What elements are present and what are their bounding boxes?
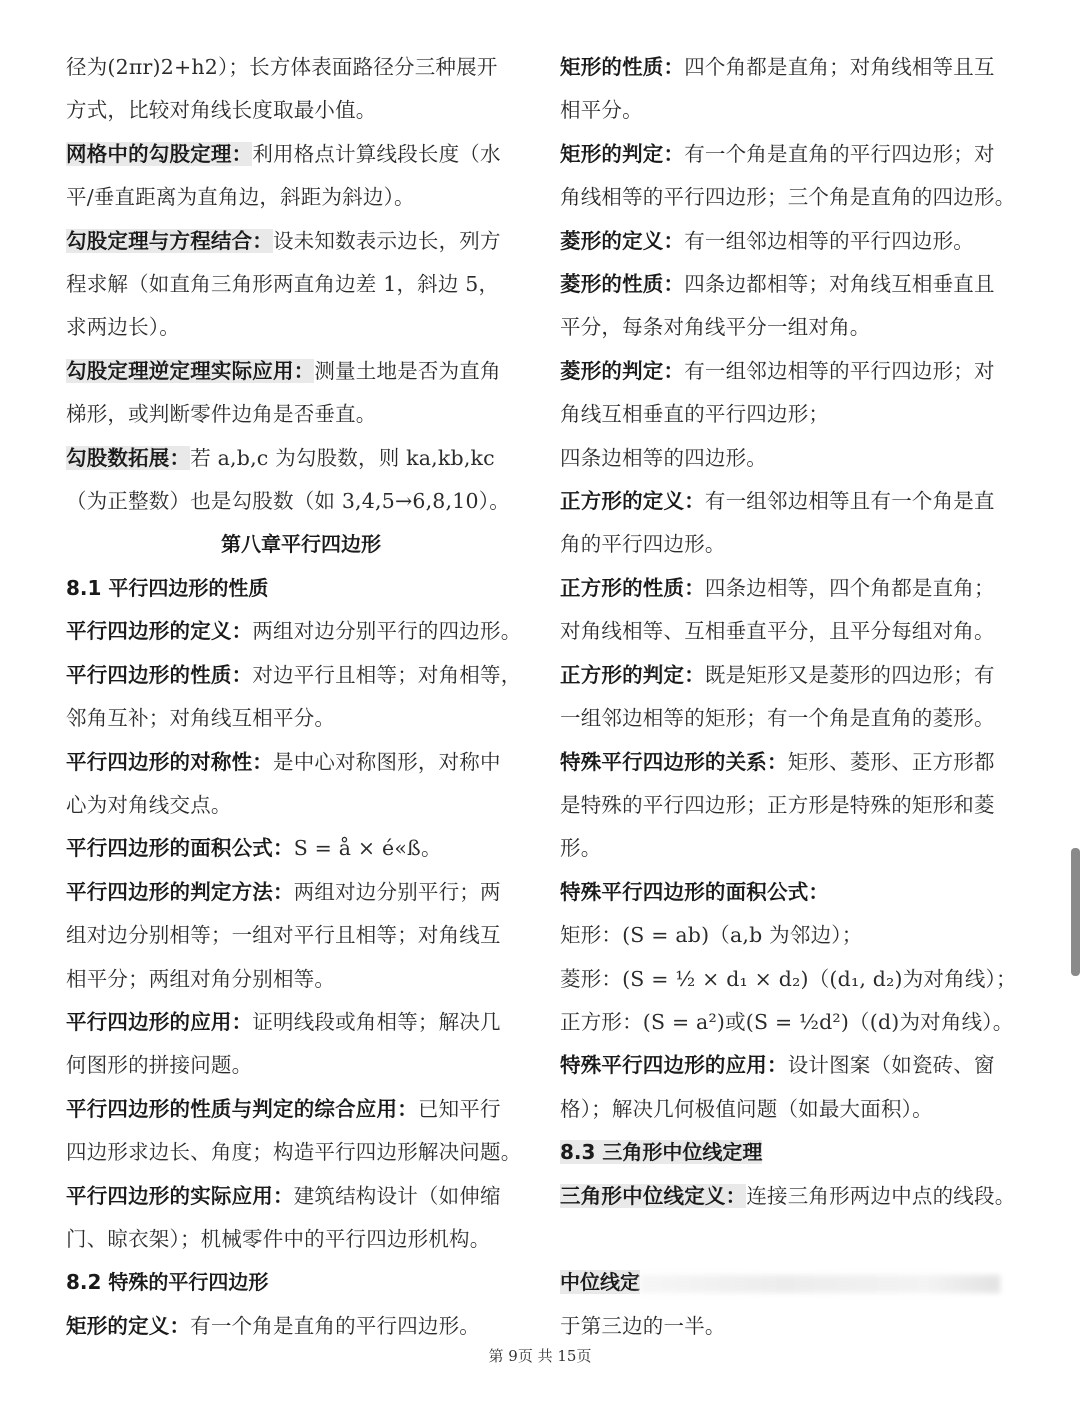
term-label: 三角形中位线定义：: [560, 1183, 747, 1208]
heading-text: 8.2 特殊的平行四边形: [66, 1270, 269, 1295]
term-label: 特殊平行四边形的应用：: [560, 1053, 788, 1078]
body-text: 证明线段或角相等；解决几: [252, 1009, 501, 1034]
definition-line: [560, 567, 1036, 610]
definition-line: [560, 871, 1036, 914]
text-line: [560, 958, 1036, 1001]
text-line: [66, 263, 536, 306]
body-text: 门、晾衣架）；机械零件中的平行四边形机构。: [66, 1226, 491, 1251]
term-label: 平行四边形的性质：: [66, 662, 253, 687]
text-line: [560, 89, 1036, 132]
term-label: 平行四边形的定义：: [66, 619, 253, 644]
text-line: [560, 914, 1036, 957]
body-text: 梯形，或判断零件边角是否垂直。: [66, 402, 377, 427]
text-line: [560, 176, 1036, 219]
definition-line: [560, 263, 1036, 306]
text-line: [560, 523, 1036, 566]
body-text: 有一组邻边相等且有一个角是直: [704, 489, 995, 514]
text-line: [560, 437, 1036, 480]
text-line: [560, 1088, 1036, 1131]
heading-text: 第八章平行四边形: [221, 532, 381, 557]
body-text: 形。: [560, 836, 602, 861]
page-number: 第 9页 共 15页: [488, 1347, 592, 1365]
body-text: S = å × é«ß。: [293, 836, 442, 861]
body-text: 矩形：(S = ab)（a,b 为邻边）；: [560, 923, 863, 948]
term-label: 平行四边形的性质与判定的综合应用：: [66, 1096, 418, 1121]
body-text: 格）；解决几何极值问题（如最大面积）。: [560, 1096, 933, 1121]
body-text: 程求解（如直角三角形两直角边差 1，斜边 5，: [66, 272, 500, 297]
definition-line: [66, 1175, 536, 1218]
term-label: 矩形的性质：: [560, 55, 685, 79]
term-label: 勾股数拓展：: [66, 445, 191, 470]
text-line: [560, 393, 1036, 436]
body-text: 两组对边分别平行；两: [293, 879, 501, 904]
body-text: 设计图案（如瓷砖、窗: [787, 1053, 995, 1078]
definition-line: [66, 1305, 536, 1348]
body-text: 矩形、菱形、正方形都: [787, 749, 995, 774]
body-text: 角线互相垂直的平行四边形；: [560, 402, 830, 427]
term-label: 勾股定理与方程结合：: [66, 228, 273, 253]
body-text: 四条边都相等；对角线互相垂直且: [684, 272, 995, 297]
text-line: [66, 1044, 536, 1087]
body-text: 既是矩形又是菱形的四边形；有: [704, 662, 995, 687]
body-text: 四条边相等，四个角都是直角；: [704, 575, 995, 600]
blank-line: [560, 1218, 1036, 1261]
text-line: [560, 697, 1036, 740]
blurred-text: [640, 1275, 1000, 1293]
body-text: 有一组邻边相等的平行四边形；对: [684, 358, 995, 383]
body-text: 平/垂直距离为直角边，斜距为斜边）。: [66, 185, 415, 210]
term-label: 菱形的判定：: [560, 358, 685, 383]
term-label: 勾股定理逆定理实际应用：: [66, 358, 315, 383]
body-text: 建筑结构设计（如伸缩: [293, 1183, 501, 1208]
body-text: 邻角互补；对角线互相平分。: [66, 706, 336, 731]
body-text: 角线相等的平行四边形；三个角是直角的四边形。: [560, 185, 1016, 210]
definition-line: [66, 610, 536, 653]
scrollbar-thumb[interactable]: [1071, 848, 1080, 976]
body-text: 正方形：(S = a²)或(S = ½d²)（(d)为对角线）。: [560, 1009, 1014, 1034]
term-label: 正方形的定义：: [560, 489, 705, 514]
definition-line: [66, 437, 536, 480]
definition-line: [560, 350, 1036, 393]
term-label: 菱形的定义：: [560, 228, 685, 253]
heading-text: 8.1 平行四边形的性质: [66, 575, 269, 600]
text-line: [66, 306, 536, 349]
definition-line: [560, 133, 1036, 176]
body-text: 一组邻边相等的矩形；有一个角是直角的菱形。: [560, 706, 995, 731]
body-text: 何图形的拼接问题。: [66, 1053, 253, 1078]
term-label: 矩形的判定：: [560, 141, 685, 166]
body-text: 四边形求边长、角度；构造平行四边形解决问题。: [66, 1140, 522, 1165]
definition-line: [66, 133, 536, 176]
text-line: [560, 1305, 1036, 1348]
term-label: 特殊平行四边形的关系：: [560, 749, 788, 774]
body-text: 有一个角是直角的平行四边形；对: [684, 141, 995, 166]
text-line: [560, 1001, 1036, 1044]
definition-line: [66, 1001, 536, 1044]
section-heading: [66, 1261, 536, 1304]
section-heading: [560, 1261, 1036, 1304]
body-text: （为正整数）也是勾股数（如 3,4,5→6,8,10）。: [66, 489, 510, 514]
definition-line: [66, 871, 536, 914]
body-text: 平分，每条对角线平分一组对角。: [560, 315, 871, 340]
text-line: [66, 1218, 536, 1261]
text-line: [66, 784, 536, 827]
term-label: 平行四边形的判定方法：: [66, 879, 294, 904]
body-text: 四个角都是直角；对角线相等且互: [684, 55, 995, 79]
definition-line: [66, 741, 536, 784]
term-label: 正方形的性质：: [560, 575, 705, 600]
definition-line: [66, 654, 536, 697]
definition-line: [66, 220, 536, 263]
body-text: 有一组邻边相等的平行四边形。: [684, 228, 975, 253]
body-text: 对角线相等、互相垂直平分，且平分每组对角。: [560, 619, 995, 644]
definition-line: [66, 350, 536, 393]
body-text: 相平分。: [560, 98, 643, 123]
definition-line: [560, 1175, 1036, 1218]
body-text: 设未知数表示边长，列方: [273, 228, 501, 253]
body-text: 是中心对称图形，对称中: [273, 749, 501, 774]
body-text: 菱形：(S = ½ × d₁ × d₂)（(d₁, d₂)为对角线）；: [560, 966, 1017, 991]
term-label: 菱形的性质：: [560, 272, 685, 297]
text-line: [560, 610, 1036, 653]
definition-line: [560, 220, 1036, 263]
body-text: 方式，比较对角线长度取最小值。: [66, 98, 377, 123]
body-text: 已知平行: [417, 1096, 501, 1121]
body-text: 测量土地是否为直角: [314, 358, 501, 383]
body-text: 相平分；两组对角分别相等。: [66, 966, 336, 991]
definition-line: [560, 1044, 1036, 1087]
heading-text: 中位线定: [560, 1270, 640, 1295]
text-line: [66, 958, 536, 1001]
term-label: 特殊平行四边形的面积公式：: [560, 879, 830, 904]
definition-line: [66, 827, 536, 870]
body-text: 对边平行且相等；对角相等，: [252, 662, 522, 687]
text-line: [66, 914, 536, 957]
body-text: 径为(2πr)2+h2）；长方体表面路径分三种展开: [66, 55, 498, 79]
body-text: 连接三角形两边中点的线段。: [746, 1183, 1016, 1208]
body-text: 两组对边分别平行的四边形。: [252, 619, 522, 644]
section-heading: [560, 1131, 1036, 1174]
section-heading: [66, 523, 536, 566]
term-label: 正方形的判定：: [560, 662, 705, 687]
definition-line: [560, 741, 1036, 784]
term-label: 网格中的勾股定理：: [66, 141, 253, 166]
body-text: 四条边相等的四边形。: [560, 445, 767, 470]
definition-line: [66, 1088, 536, 1131]
body-text: 于第三边的一半。: [560, 1313, 726, 1338]
text-line: [66, 480, 536, 523]
right-column: [560, 46, 1036, 1348]
body-text: 心为对角线交点。: [66, 792, 232, 817]
body-text: 求两边长）。: [66, 315, 180, 340]
body-text: 角的平行四边形。: [560, 532, 726, 557]
body-text: 利用格点计算线段长度（水: [252, 141, 501, 166]
text-line: [560, 827, 1036, 870]
body-text: 有一个角是直角的平行四边形。: [190, 1313, 481, 1338]
body-text: 若 a,b,c 为勾股数，则 ka,kb,kc: [190, 445, 495, 470]
heading-text: 8.3 三角形中位线定理: [560, 1140, 763, 1165]
section-heading: [66, 567, 536, 610]
term-label: 平行四边形的对称性：: [66, 749, 273, 774]
text-line: [66, 89, 536, 132]
text-line: [66, 697, 536, 740]
text-line: [66, 46, 536, 89]
term-label: 平行四边形的应用：: [66, 1009, 253, 1034]
text-line: [66, 1131, 536, 1174]
text-line: [560, 784, 1036, 827]
definition-line: [560, 654, 1036, 697]
body-text: 是特殊的平行四边形；正方形是特殊的矩形和菱: [560, 792, 995, 817]
left-column: [66, 46, 536, 1348]
text-line: [560, 306, 1036, 349]
term-label: 矩形的定义：: [66, 1313, 191, 1338]
term-label: 平行四边形的实际应用：: [66, 1183, 294, 1208]
text-line: [66, 176, 536, 219]
text-line: [66, 393, 536, 436]
definition-line: [560, 46, 1036, 89]
body-text: 组对边分别相等；一组对平行且相等；对角线互: [66, 923, 501, 948]
term-label: 平行四边形的面积公式：: [66, 836, 294, 861]
definition-line: [560, 480, 1036, 523]
